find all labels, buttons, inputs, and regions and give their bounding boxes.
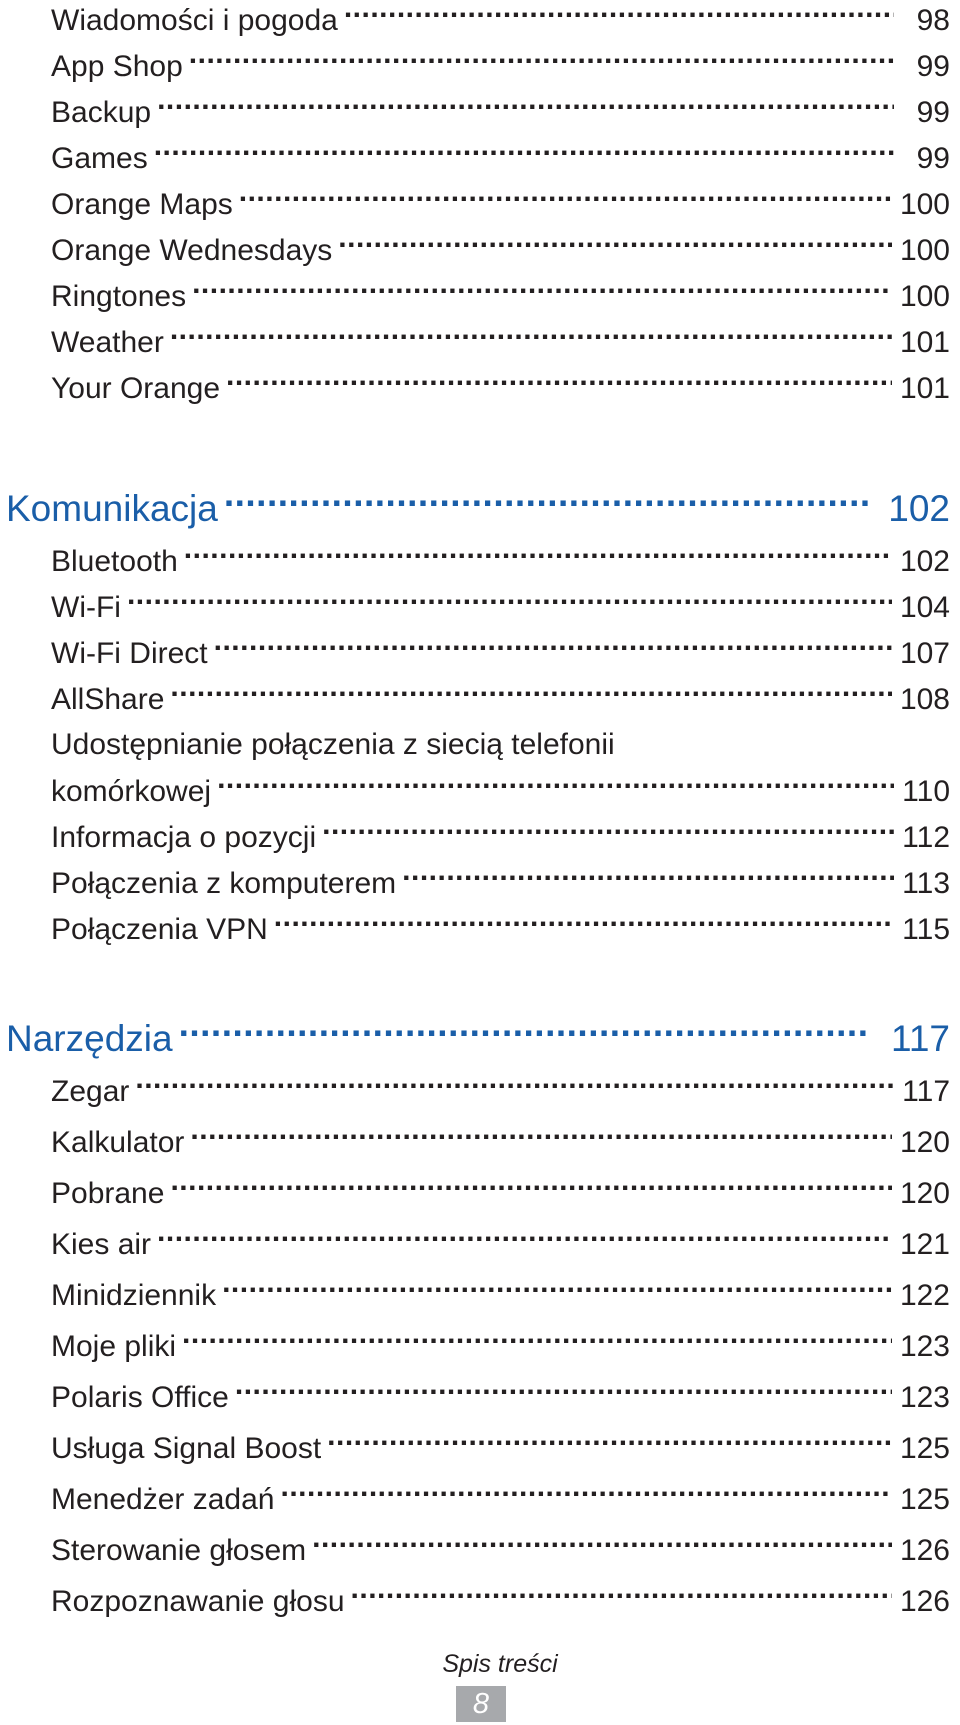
toc-entry[interactable]: [51, 1530, 950, 1570]
toc-entry-label: Games: [51, 142, 148, 175]
toc-entry-page: 117: [902, 1075, 950, 1108]
toc-section-label: Narzędzia: [6, 1018, 173, 1059]
toc-entry-label: Orange Wednesdays: [51, 234, 333, 267]
leader-dots: [217, 771, 894, 801]
leader-dots: [192, 276, 892, 306]
toc-entry-label: Połączenia z komputerem: [51, 867, 397, 900]
toc-entry-label: Połączenia VPN: [51, 913, 268, 946]
toc-entry[interactable]: [51, 771, 950, 811]
toc-entry-page: 123: [899, 1330, 950, 1363]
toc-entry[interactable]: [51, 1173, 950, 1213]
toc-entry-label: Your Orange: [51, 372, 221, 405]
toc-entry[interactable]: [51, 541, 950, 581]
toc-entry-label: Bluetooth: [51, 545, 178, 578]
toc-entry-page: 125: [899, 1432, 950, 1465]
toc-entry-label: Menedżer zadań: [51, 1483, 275, 1516]
toc-entry[interactable]: [51, 1224, 950, 1264]
leader-dots: [157, 92, 894, 122]
leader-dots: [402, 863, 894, 893]
toc-entry-label: Pobrane: [51, 1177, 165, 1210]
toc-entry[interactable]: [51, 276, 950, 316]
toc-entry-page: 110: [902, 775, 950, 808]
leader-dots: [189, 46, 894, 76]
toc-entry[interactable]: [51, 633, 950, 673]
toc-entry-label: Polaris Office: [51, 1381, 229, 1414]
toc-entry[interactable]: [51, 817, 950, 857]
toc-entry-label: App Shop: [51, 50, 183, 83]
leader-dots: [157, 1224, 892, 1254]
leader-dots: [312, 1530, 892, 1560]
toc-entry-page: 125: [899, 1483, 950, 1516]
toc-entry-label: AllShare: [51, 683, 165, 716]
toc-entry-page: 98: [916, 4, 950, 37]
toc-entry-page: 126: [899, 1585, 950, 1618]
toc-entry-page: 104: [899, 591, 950, 624]
leader-dots: [239, 184, 892, 214]
toc-entry[interactable]: [51, 184, 950, 224]
toc-entry[interactable]: [51, 1479, 950, 1519]
footer-section-label: Spis treści: [442, 1650, 558, 1678]
toc-entry-label: Kalkulator: [51, 1126, 185, 1159]
toc-entry[interactable]: [51, 230, 950, 270]
toc-entry[interactable]: [51, 1326, 950, 1366]
toc-entry[interactable]: [51, 138, 950, 178]
toc-entry[interactable]: [51, 909, 950, 949]
toc-section-page: 117: [891, 1018, 950, 1059]
leader-dots: [322, 817, 894, 847]
toc-entry[interactable]: [51, 368, 950, 408]
toc-entry-label: Wi-Fi Direct: [51, 637, 208, 670]
leader-dots: [226, 368, 892, 398]
toc-entry-label: Sterowanie głosem: [51, 1534, 307, 1567]
toc-entry[interactable]: [51, 0, 950, 40]
toc-entry[interactable]: [51, 46, 950, 86]
toc-entry-page: 112: [902, 821, 950, 854]
toc-entry-page: 120: [899, 1177, 950, 1210]
leader-dots: [222, 1275, 892, 1305]
toc-entry-label-line1[interactable]: Udostępnianie połączenia z siecią telefonii: [51, 728, 615, 761]
toc-entry-label: komórkowej: [51, 775, 212, 808]
leader-dots: [170, 679, 892, 709]
toc-entry-page: 108: [899, 683, 950, 716]
leader-dots: [274, 909, 894, 939]
toc-entry[interactable]: [51, 1581, 950, 1621]
toc-entry[interactable]: [51, 1275, 950, 1315]
toc-entry-page: 99: [916, 142, 950, 175]
leader-dots: [127, 587, 892, 617]
toc-entry-page: 99: [916, 96, 950, 129]
toc-entry[interactable]: [51, 322, 950, 362]
leader-dots: [351, 1581, 892, 1611]
toc-entry-page: 113: [902, 867, 950, 900]
toc-entry[interactable]: [51, 92, 950, 132]
toc-entry-label: Wi-Fi: [51, 591, 121, 624]
toc-entry-page: 101: [899, 326, 950, 359]
toc-entry[interactable]: [51, 1428, 950, 1468]
toc-section-narzedzia[interactable]: [6, 1014, 950, 1062]
leader-dots: [235, 1377, 892, 1407]
toc-entry[interactable]: [51, 1122, 950, 1162]
leader-dots: [214, 633, 892, 663]
toc-entry-label: Ringtones: [51, 280, 187, 313]
toc-entry-page: 123: [899, 1381, 950, 1414]
toc-section-page: 102: [888, 488, 950, 529]
toc-entry-label: Weather: [51, 326, 164, 359]
leader-dots: [184, 541, 892, 571]
leader-dots: [327, 1428, 892, 1458]
leader-dots: [224, 484, 868, 521]
leader-dots: [170, 322, 892, 352]
toc-entry-page: 126: [899, 1534, 950, 1567]
toc-section-komunikacja[interactable]: [6, 484, 950, 532]
toc-entry[interactable]: [51, 863, 950, 903]
toc-entry-page: 120: [899, 1126, 950, 1159]
leader-dots: [154, 138, 894, 168]
page-number-badge: 8: [456, 1686, 506, 1722]
leader-dots: [182, 1326, 892, 1356]
toc-entry-label: Orange Maps: [51, 188, 233, 221]
leader-dots: [280, 1479, 891, 1509]
toc-entry-page: 100: [899, 188, 950, 221]
toc-entry[interactable]: [51, 1377, 950, 1417]
toc-entry-label: Minidziennik: [51, 1279, 217, 1312]
toc-entry-page: 100: [899, 234, 950, 267]
toc-entry-label: Wiadomości i pogoda: [51, 4, 338, 37]
toc-entry-label: Backup: [51, 96, 152, 129]
toc-entry[interactable]: [51, 679, 950, 719]
leader-dots: [190, 1122, 892, 1152]
toc-entry-label: Informacja o pozycji: [51, 821, 317, 854]
toc-entry-label: Kies air: [51, 1228, 152, 1261]
toc-entry-page: 121: [899, 1228, 950, 1261]
toc-entry[interactable]: [51, 1071, 950, 1111]
toc-entry-label: Zegar: [51, 1075, 130, 1108]
toc-entry-page: 101: [899, 372, 950, 405]
toc-entry-page: 99: [916, 50, 950, 83]
toc-entry-label: Rozpoznawanie głosu: [51, 1585, 345, 1618]
toc-entry-page: 107: [899, 637, 950, 670]
toc-section-label: Komunikacja: [6, 488, 218, 529]
toc-entry[interactable]: [51, 587, 950, 627]
toc-entry-page: 115: [902, 913, 950, 946]
leader-dots: [179, 1014, 868, 1051]
toc-entry-page: 122: [899, 1279, 950, 1312]
toc-entry-page: 100: [899, 280, 950, 313]
toc-entry-page: 102: [899, 545, 950, 578]
leader-dots: [338, 230, 892, 260]
toc-entry-label: Moje pliki: [51, 1330, 177, 1363]
leader-dots: [135, 1071, 894, 1101]
leader-dots: [170, 1173, 892, 1203]
toc-entry-label: Usługa Signal Boost: [51, 1432, 322, 1465]
leader-dots: [344, 0, 894, 30]
